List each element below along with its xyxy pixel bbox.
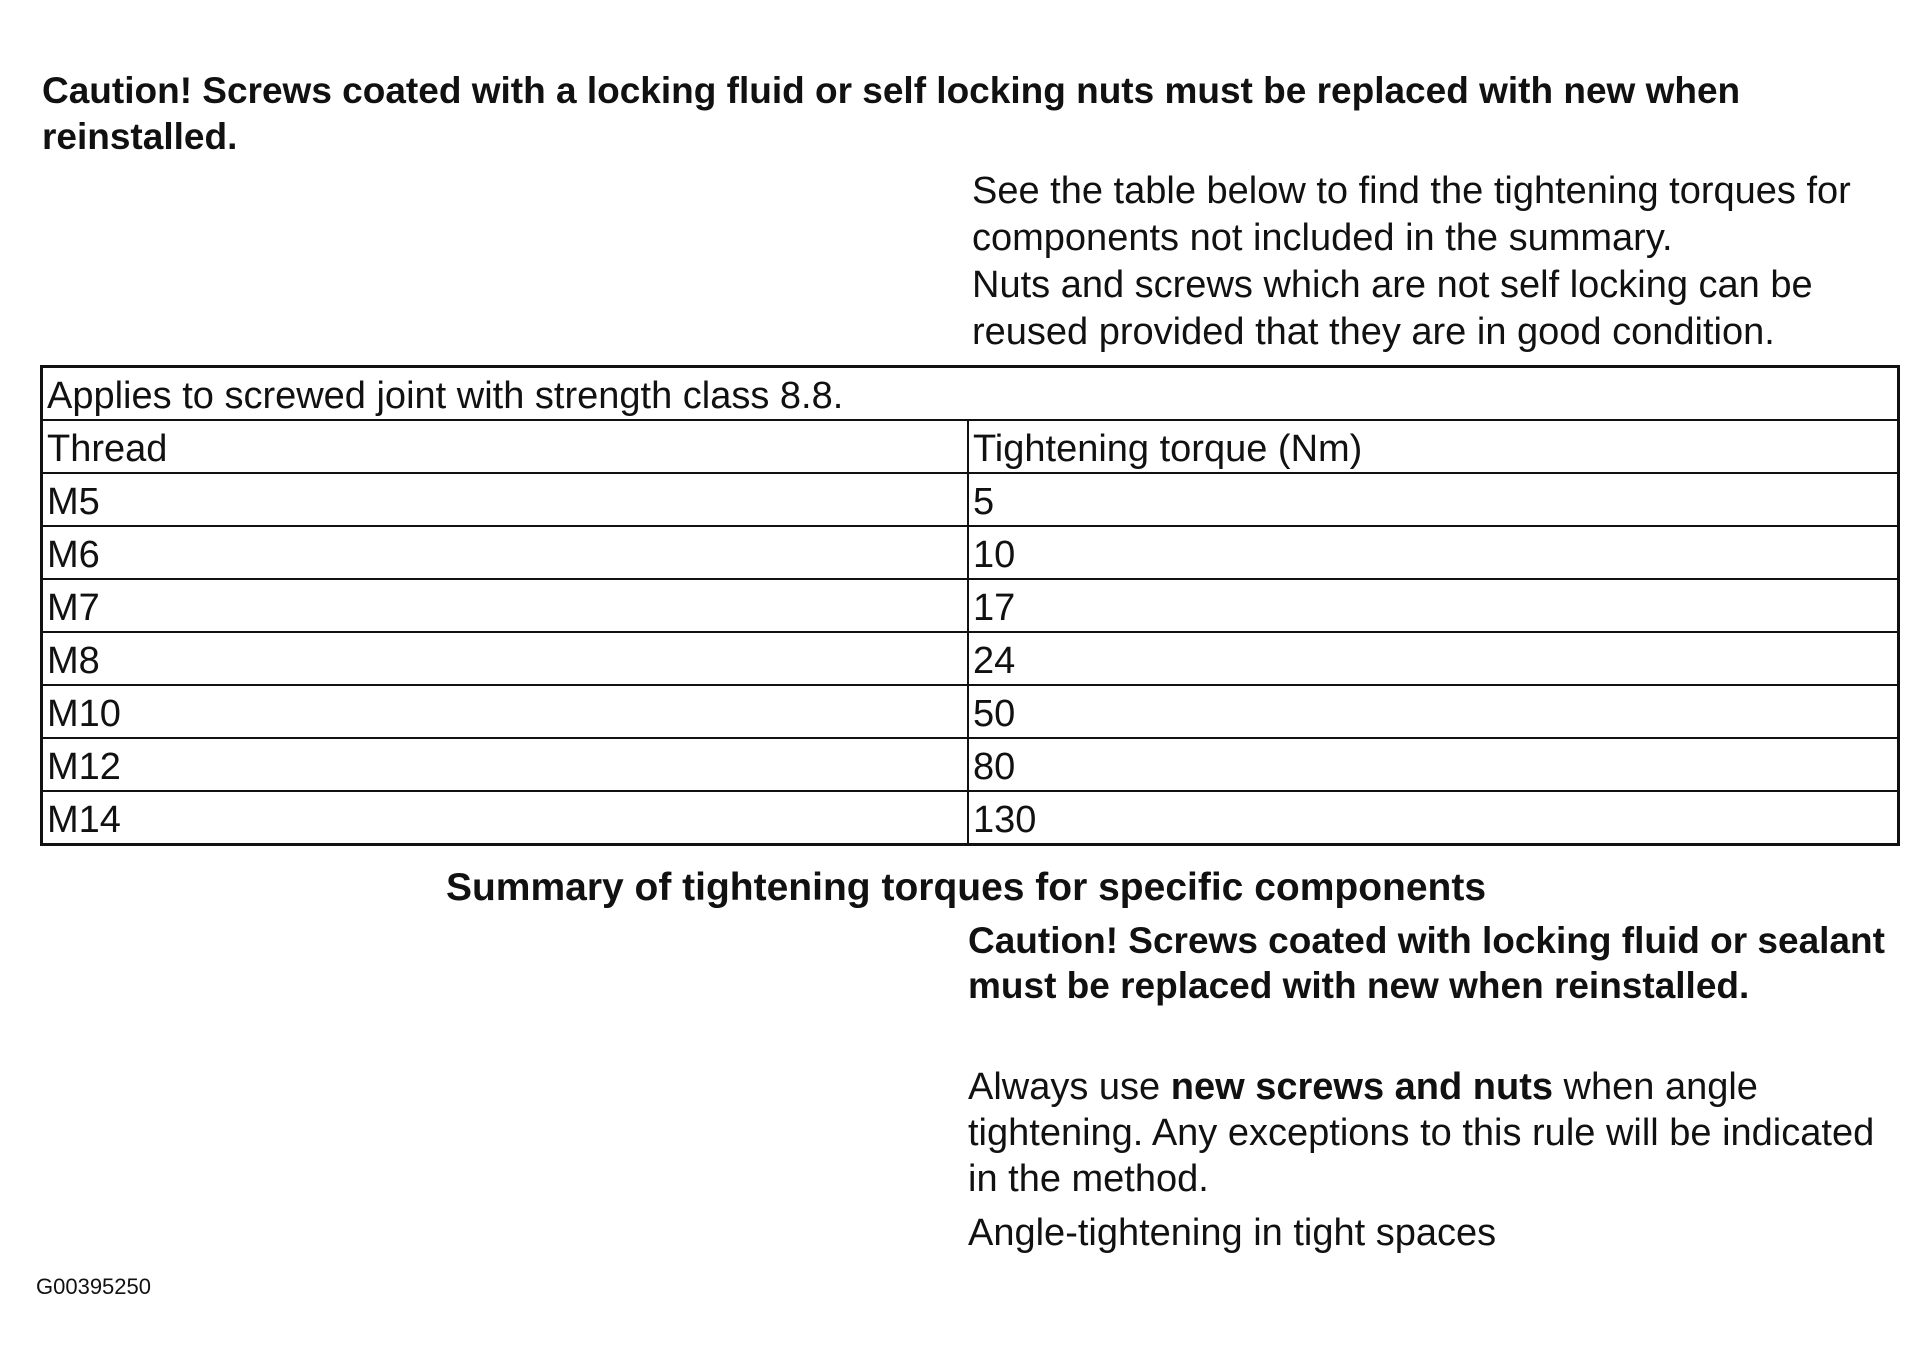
table-row (42, 579, 1899, 632)
torque-cell: 17 (968, 579, 1899, 632)
table-caption-row (42, 367, 1899, 421)
thread-cell: M6 (42, 526, 969, 579)
thread-cell: M14 (42, 791, 969, 845)
torque-cell: 50 (968, 685, 1899, 738)
header-thread: Thread (42, 420, 969, 473)
table-header-row (42, 420, 1899, 473)
angle-note-before: Always use (968, 1066, 1171, 1108)
torque-cell: 24 (968, 632, 1899, 685)
thread-cell: M8 (42, 632, 969, 685)
torque-cell: 80 (968, 738, 1899, 791)
thread-cell: M12 (42, 738, 969, 791)
table-row (42, 632, 1899, 685)
table-caption: Applies to screwed joint with strength class 8.8. (42, 367, 1899, 421)
caution-bottom: Caution! Screws coated with locking fluid or sealant must be replaced with new when reinstalled. (968, 920, 1885, 1006)
summary-heading: Summary of tightening torques for specific components (445, 866, 1487, 909)
intro-note (972, 168, 1912, 356)
figure-id: G00395250 (36, 1274, 151, 1299)
intro-note-line1: See the table below to find the tightening torques for components not included in the summary. (972, 170, 1851, 259)
angle-note-after: when angle tightening. Any exceptions to this rule will be indicated in the method. (968, 1066, 1875, 1200)
angle-note-emphasis: new screws and nuts (1170, 1066, 1553, 1108)
table-row (42, 473, 1899, 526)
torque-cell: 10 (968, 526, 1899, 579)
thread-cell: M10 (42, 685, 969, 738)
header-torque: Tightening torque (Nm) (968, 420, 1899, 473)
table-row (42, 791, 1899, 845)
caution-top: Caution! Screws coated with a locking fluid or self locking nuts must be replaced with new when reinstalled. (42, 70, 1741, 157)
table-row (42, 738, 1899, 791)
angle-tight-spaces-heading: Angle-tightening in tight spaces (968, 1212, 1497, 1254)
torque-cell: 5 (968, 473, 1899, 526)
thread-cell: M5 (42, 473, 969, 526)
intro-note-line2: Nuts and screws which are not self locking can be reused provided that they are in good condition. (972, 264, 1813, 353)
table-row (42, 685, 1899, 738)
thread-cell: M7 (42, 579, 969, 632)
table-row (42, 526, 1899, 579)
angle-tightening-note (968, 1064, 1908, 1202)
torque-cell: 130 (968, 791, 1899, 845)
torque-table (40, 365, 1900, 846)
